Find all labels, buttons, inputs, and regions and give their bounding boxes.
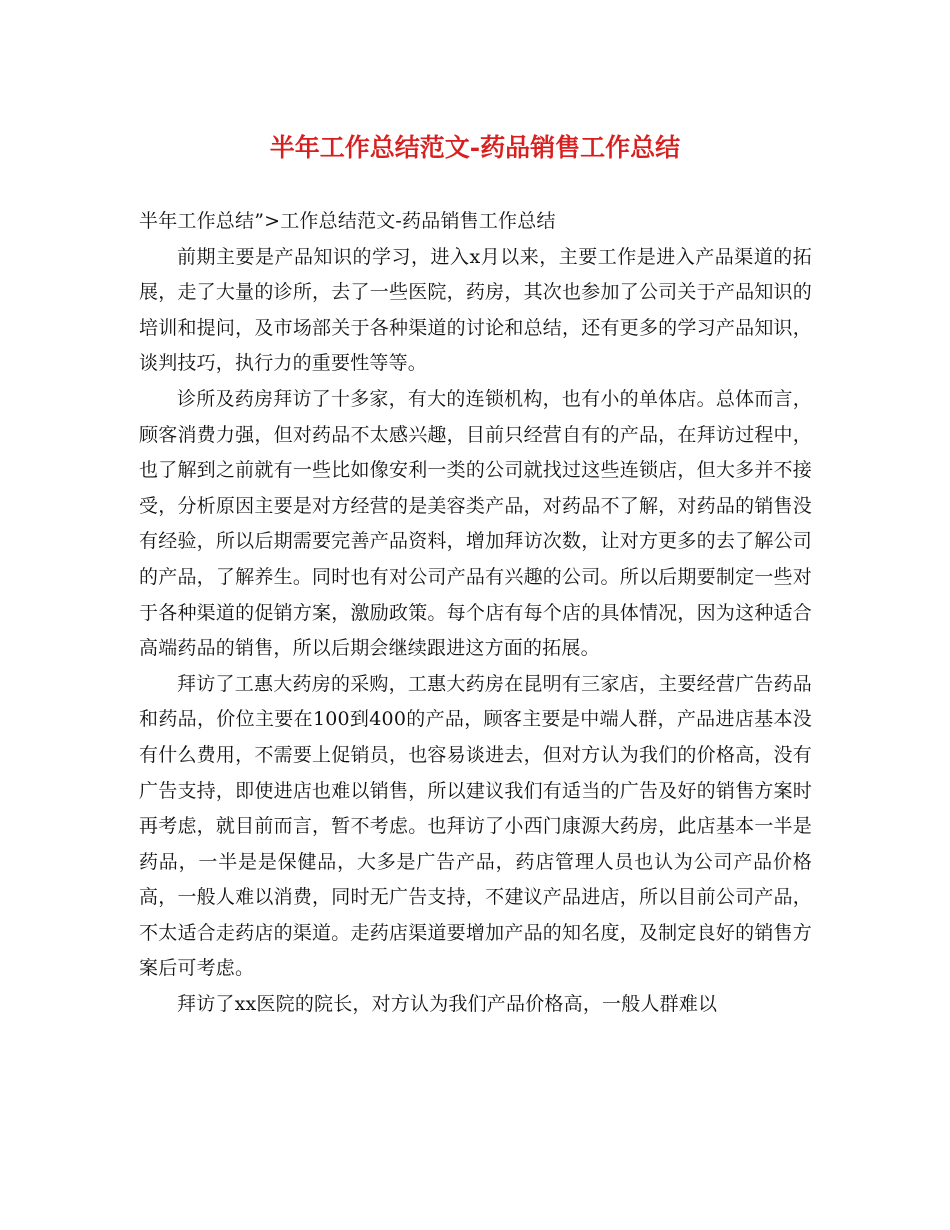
- paragraph-2: 诊所及药房拜访了十多家，有大的连锁机构，也有小的单体店。总体而言，顾客消费力强，但对药品不太感兴趣，目前只经营自有的产品，在拜访过程中，也了解到之前就有一些比如像安利一类的公司就找过这些连锁店，但大多并不接受，分析原因主要是对方经营的是美容类产品，对药品不了解，对药品的销售没有经验，所以后期需要完善产品资料，增加拜访次数，让对方更多的去了解公司的产品，了解养生。同时也有对公司产品有兴趣的公司。所以后期要制定一些对于各种渠道的促销方案，激励政策。每个店有每个店的具体情况，因为这种适合高端药品的销售，所以后期会继续跟进这方面的拓展。: [139, 387, 812, 660]
- paragraph-4: 拜访了xx医院的院长，对方认为我们产品价格高，一般人群难以: [177, 993, 718, 1016]
- paragraph-1: 前期主要是产品知识的学习，进入x月以来，主要工作是进入产品渠道的拓展，走了大量的诊所，去了一些医院，药房，其次也参加了公司关于产品知识的培训和提问，及市场部关于各种渠道的讨论和总结，还有更多的学习产品知识，谈判技巧，执行力的重要性等等。: [139, 245, 812, 375]
- document-title: 半年工作总结范文-药品销售工作总结: [269, 133, 681, 162]
- breadcrumb-line: 半年工作总结”>工作总结范文-药品销售工作总结: [139, 210, 556, 232]
- paragraph-3: 拜访了工惠大药房的采购，工惠大药房在昆明有三家店，主要经营广告药品和药品，价位主要在100到400的产品，顾客主要是中端人群，产品进店基本没有什么费用，不需要上促销员，也容易谈进去，但对方认为我们的价格高，没有广告支持，即使进店也难以销售，所以建议我们有适当的广告及好的销售方案时再考虑，就目前而言，暂不考虑。也拜访了小西门康源大药房，此店基本一半是药品，一半是是保健品，大多是广告产品，药店管理人员也认为公司产品价格高，一般人难以消费，同时无广告支持，不建议产品进店，所以目前公司产品，不太适合走药店的渠道。走药店渠道要增加产品的知名度，及制定良好的销售方案后可考虑。: [139, 672, 812, 980]
- document-body: [139, 204, 812, 1023]
